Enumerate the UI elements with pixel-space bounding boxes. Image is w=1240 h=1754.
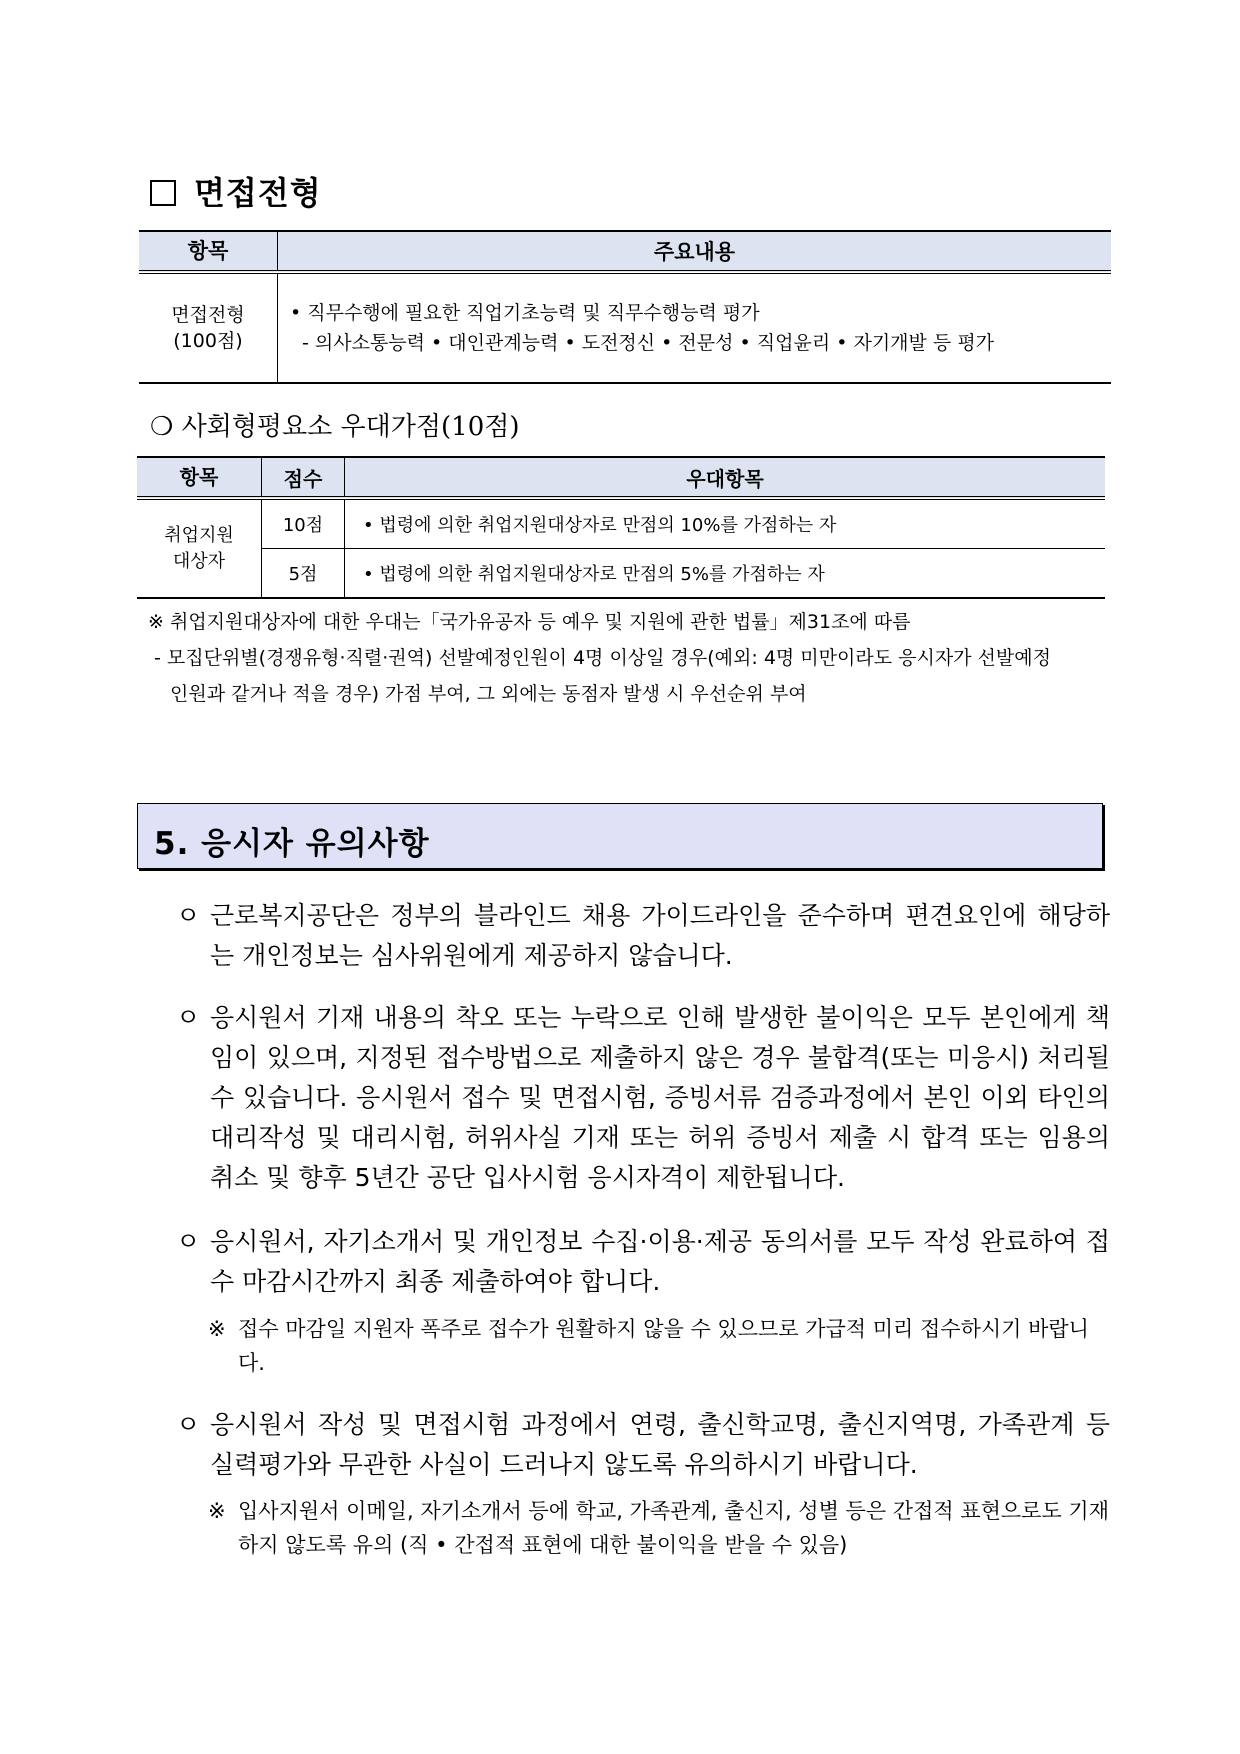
section5-header [137, 803, 1103, 869]
table-header-bonus: 우대항목 [345, 457, 1106, 498]
table-row [139, 272, 1111, 383]
section5-title: 5. 응시자 유의사항 [154, 826, 430, 862]
bonus-note-line: 인원과 같거나 적을 경우) 가점 부여, 그 외에는 동점자 발생 시 우선순위 부여 [170, 683, 807, 705]
list-item [176, 998, 1110, 1198]
list-item [176, 1222, 1110, 1302]
bullet-icon: ㅇ [176, 1003, 201, 1032]
list-note-text: 입사지원서 이메일, 자기소개서 등에 학교, 가족관계, 출신지, 성별 등은 간접적 표현으로도 기재하지 않도록 유의 (직 • 간접적 표현에 대한 불이익을 받을 수 있음) [238, 1499, 1109, 1557]
interview-item-label: 면접전형 [171, 304, 245, 326]
interview-content-subline: - 의사소통능력 • 대인관계능력 • 도전정신 • 전문성 • 직업윤리 • 자기개발 등 평가 [302, 332, 995, 354]
interview-content-line: • 직무수행에 필요한 직업기초능력 및 직무수행능력 평가 [290, 302, 760, 324]
bullet-icon: ㅇ [176, 1227, 201, 1256]
list-item-text: 응시원서 기재 내용의 착오 또는 누락으로 인해 발생한 불이익은 모두 본인에게 책임이 있으며, 지정된 접수방법으로 제출하지 않은 경우 불합격(또는 미응시) 처리될 수 있습니다. 응시원서 접수 및 면접시험, 증빙서류 검증과정에서 본인 이외 타인의 대리작성 및 대리시험, 허위사실 기재 또는 허위 증빙서 제출 시 합격 또는 임용의 취소 및 향후 5년간 공단 입사시험 응시자격이 제한됩니다. [210, 1003, 1110, 1192]
table-header-item: 항목 [137, 457, 262, 498]
list-item-text: 응시원서, 자기소개서 및 개인정보 수집·이용·제공 동의서를 모두 작성 완료하여 접수 마감시간까지 최종 제출하여야 합니다. [210, 1227, 1110, 1296]
interview-section-title [150, 168, 322, 214]
list-item-text: 응시원서 작성 및 면접시험 과정에서 연령, 출신학교명, 출신지역명, 가족관계 등 실력평가와 무관한 사실이 드러나지 않도록 유의하시기 바랍니다. [210, 1410, 1110, 1479]
table-header-content: 주요내용 [278, 231, 1112, 272]
checkbox-square-icon [150, 180, 176, 206]
bonus-note-line: ※ 취업지원대상자에 대한 우대는「국가유공자 등 예우 및 지원에 관한 법률」제31조에 따름 [148, 611, 911, 633]
bonus-table [137, 456, 1105, 599]
table-header-item: 항목 [139, 231, 278, 272]
reference-mark-icon: ※ [208, 1317, 226, 1341]
circle-bullet-icon: ❍ [150, 412, 174, 442]
bonus-score-cell: 5점 [262, 549, 345, 599]
bonus-note-line: - 모집단위별(경쟁유형·직렬·권역) 선발예정인원이 4명 이상일 경우(예외: 4명 미만이라도 응시자가 선발예정 [154, 647, 1051, 669]
list-item [176, 896, 1110, 976]
reference-mark-icon: ※ [208, 1499, 226, 1523]
interview-table [139, 230, 1111, 384]
table-row [137, 549, 1105, 599]
list-note [208, 1494, 1110, 1562]
list-item-text: 근로복지공단은 정부의 블라인드 채용 가이드라인을 준수하며 편견요인에 해당하는 개인정보는 심사위원에게 제공하지 않습니다. [210, 901, 1110, 970]
bonus-desc-cell: • 법령에 의한 취업지원대상자로 만점의 5%를 가점하는 자 [345, 549, 1106, 599]
table-header-score: 점수 [262, 457, 345, 498]
bonus-item-cell [137, 498, 262, 598]
list-note [208, 1312, 1110, 1380]
bonus-section-title [150, 406, 520, 443]
list-note-text: 접수 마감일 지원자 폭주로 접수가 원활하지 않을 수 있으므로 가급적 미리 접수하시기 바랍니다. [238, 1317, 1089, 1375]
bonus-score-cell: 10점 [262, 498, 345, 549]
interview-item-score: (100점) [173, 330, 243, 352]
interview-title-text: 면접전형 [194, 174, 322, 212]
bonus-item-line: 취업지원 [164, 524, 234, 546]
bonus-desc-cell: • 법령에 의한 취업지원대상자로 만점의 10%를 가점하는 자 [345, 498, 1106, 549]
list-item [176, 1405, 1110, 1485]
bullet-icon: ㅇ [176, 1410, 201, 1439]
bullet-icon: ㅇ [176, 901, 201, 930]
bonus-title-text: 사회형평요소 우대가점(10점) [181, 412, 520, 442]
interview-item-cell [139, 272, 278, 383]
table-row [137, 498, 1105, 549]
bonus-note [148, 604, 1108, 712]
interview-content-cell [278, 272, 1112, 383]
bonus-item-line: 대상자 [172, 550, 226, 572]
